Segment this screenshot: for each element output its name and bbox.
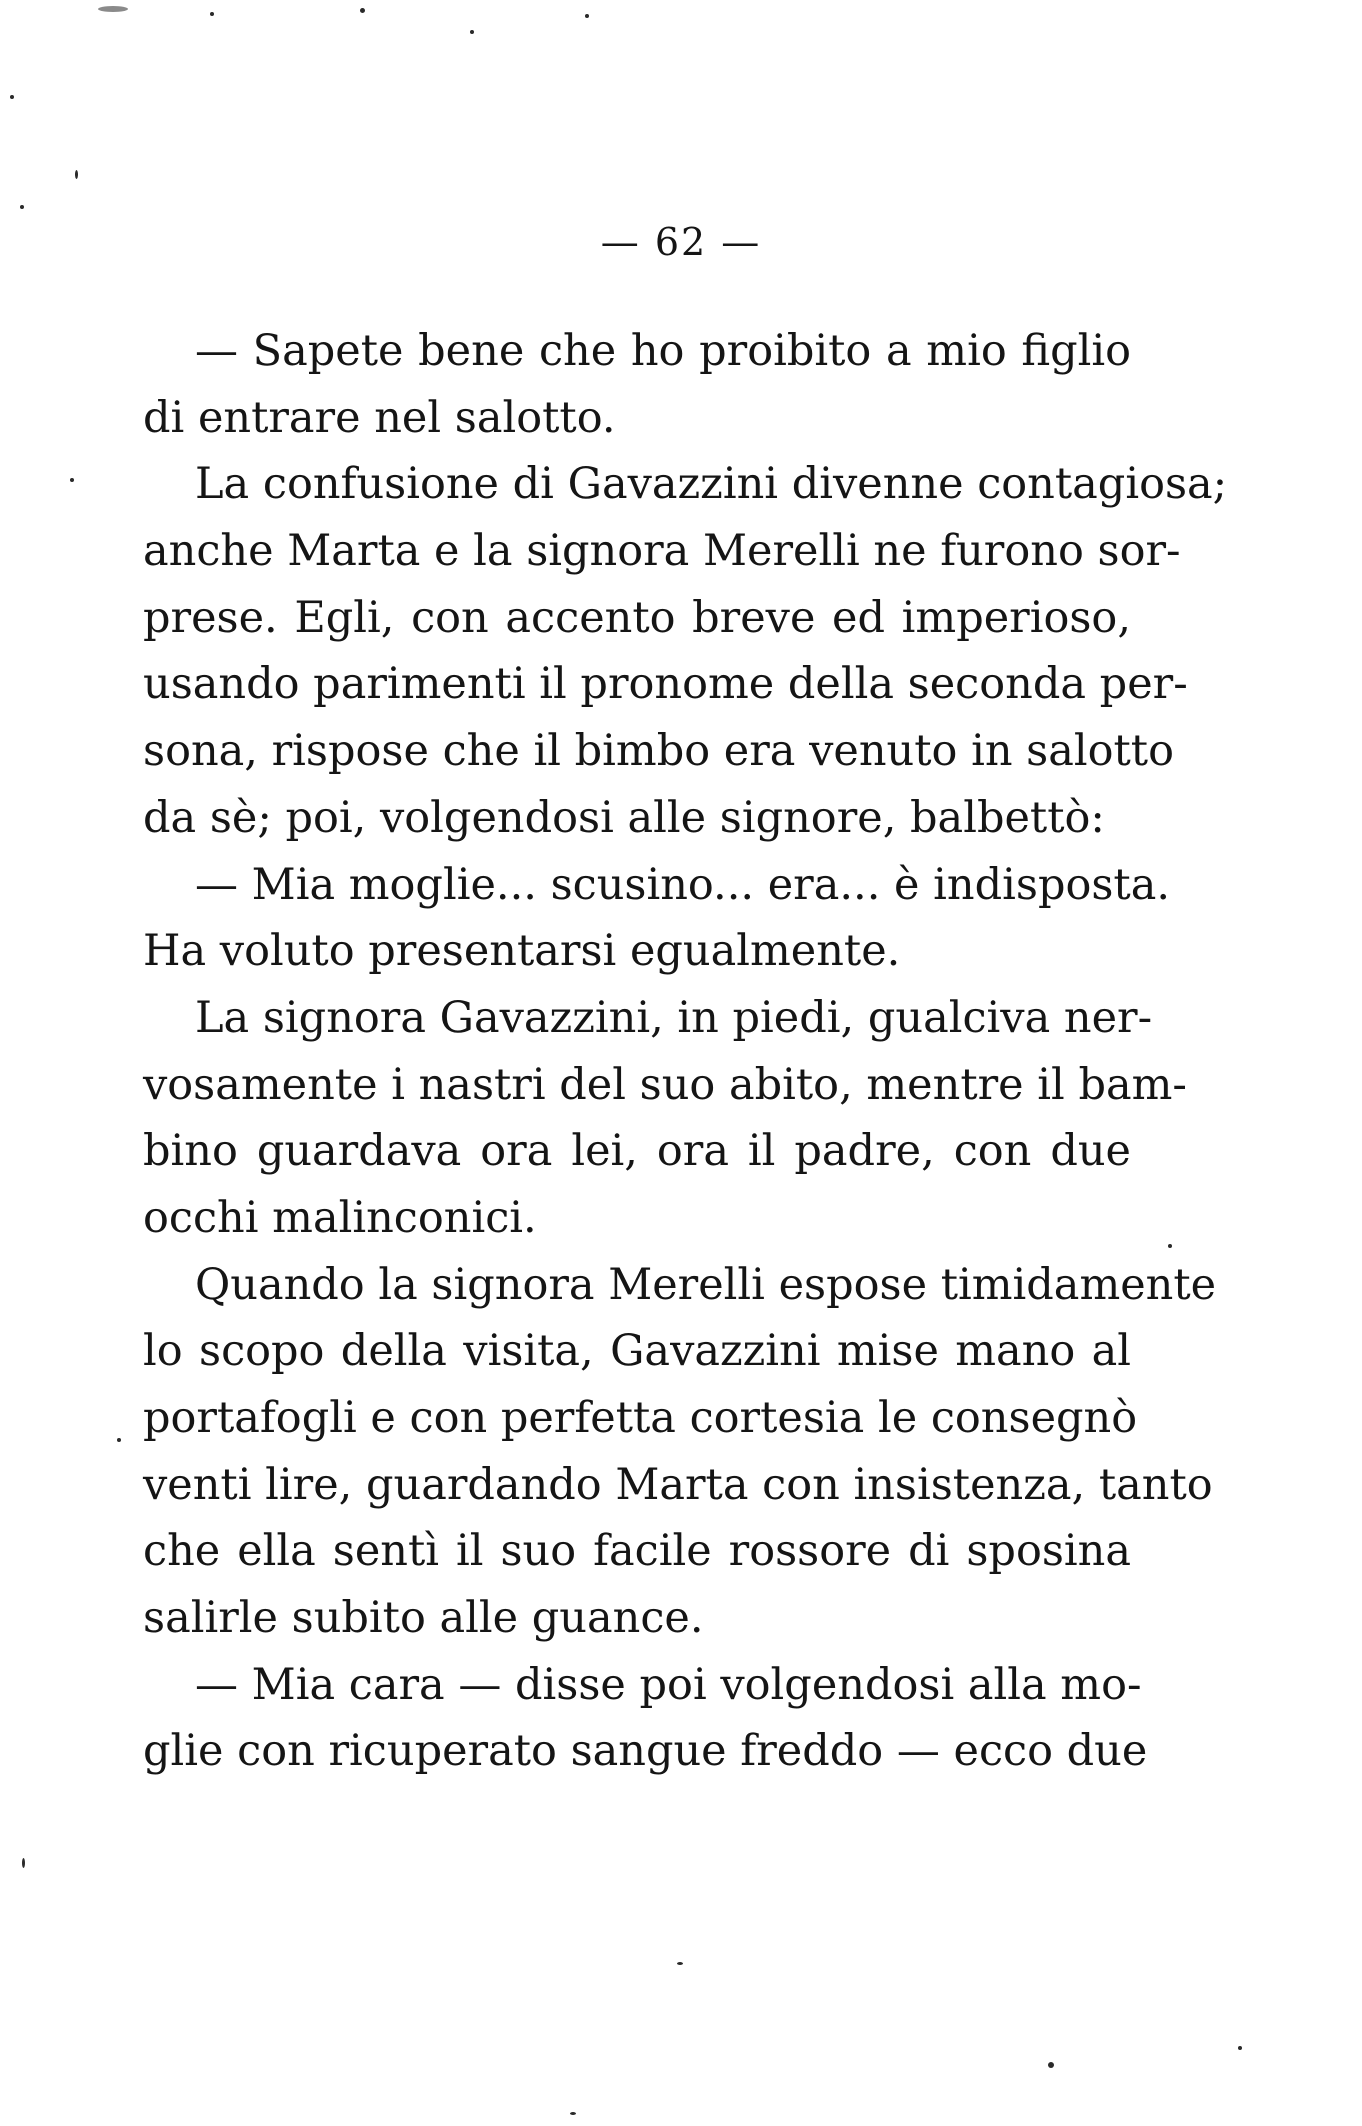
scan-speck: [570, 2112, 576, 2115]
text-line: prese. Egli, con accento breve ed imperioso,: [143, 592, 1131, 643]
text-line: venti lire, guardando Marta con insistenza, tanto: [143, 1459, 1213, 1510]
scan-speck: [98, 6, 128, 12]
scan-speck: [1168, 1244, 1172, 1248]
scan-speck: [470, 30, 474, 34]
scan-speck: [1048, 2062, 1054, 2068]
scan-speck: [70, 478, 74, 482]
scan-speck: [360, 8, 365, 13]
text-line: glie con ricuperato sangue freddo — ecco due: [143, 1726, 1148, 1777]
text-line: Ha voluto presentarsi egualmente.: [143, 926, 901, 977]
text-line: — Sapete bene che ho proibito a mio figlio: [195, 326, 1131, 376]
text-line: salirle subito alle guance.: [143, 1593, 704, 1644]
text-line: da sè; poi, volgendosi alle signore, balbettò:: [143, 792, 1105, 843]
text-line: che ella sentì il suo facile rossore di sposina: [143, 1526, 1131, 1577]
text-line: anche Marta e la signora Merelli ne furono sor-: [143, 526, 1181, 577]
text-line: — Mia moglie... scusino... era... è indisposta.: [195, 859, 1171, 910]
scan-speck: [1238, 2046, 1242, 2050]
scan-speck: [677, 1962, 683, 1965]
scan-speck: [210, 12, 214, 16]
text-line: La confusione di Gavazzini divenne contagiosa;: [195, 459, 1228, 510]
text-line: sona, rispose che il bimbo era venuto in salotto: [143, 726, 1174, 777]
page-number: — 62 —: [600, 220, 762, 264]
scan-speck: [585, 14, 589, 18]
text-line: La signora Gavazzini, in piedi, gualciva ner-: [195, 992, 1153, 1043]
text-line: di entrare nel salotto.: [143, 392, 616, 443]
text-line: usando parimenti il pronome della seconda per-: [143, 659, 1188, 710]
text-line: bino guardava ora lei, ora il padre, con due: [143, 1126, 1131, 1177]
scan-speck: [117, 1438, 121, 1442]
scan-speck: [75, 170, 78, 179]
body-text: [143, 318, 1228, 1785]
scan-speck: [20, 205, 24, 209]
scan-speck: [10, 95, 14, 99]
text-line: portafogli e con perfetta cortesia le consegnò: [143, 1393, 1138, 1443]
text-line: — Mia cara — disse poi volgendosi alla mo-: [195, 1659, 1142, 1710]
text-line: Quando la signora Merelli espose timidamente: [195, 1259, 1217, 1310]
text-line: lo scopo della visita, Gavazzini mise mano al: [143, 1326, 1131, 1377]
scan-speck: [22, 1858, 25, 1868]
text-line: occhi malinconici.: [143, 1192, 537, 1243]
text-line: vosamente i nastri del suo abito, mentre il bam-: [143, 1059, 1187, 1110]
